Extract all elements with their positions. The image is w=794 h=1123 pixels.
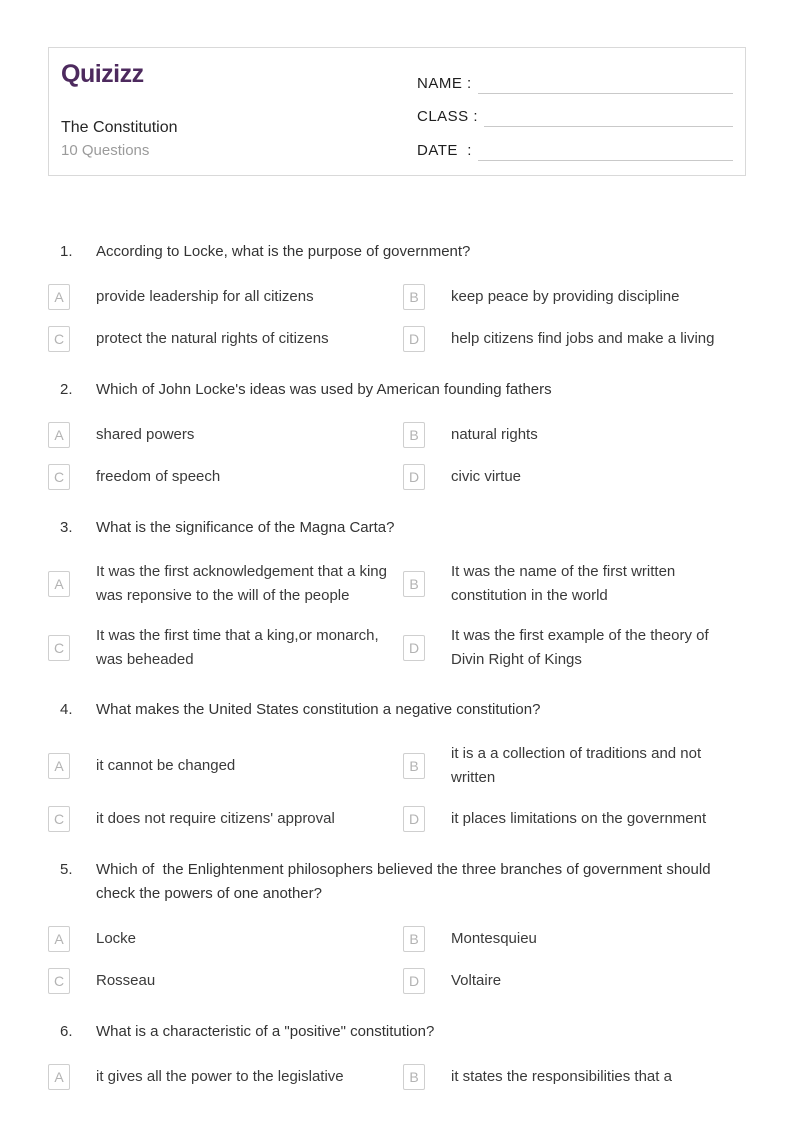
quiz-title: The Constitution: [61, 119, 178, 136]
option-letter-box: C: [48, 635, 70, 661]
quiz-info: [61, 117, 178, 161]
option-text: civic virtue: [451, 468, 522, 485]
option-text: provide leadership for all citizens: [96, 288, 314, 305]
answer-option: [403, 926, 746, 952]
question-number: 5.: [60, 861, 73, 878]
answer-option: [403, 560, 746, 608]
header-left: [61, 60, 178, 161]
answer-option: [48, 560, 391, 608]
options-grid: [48, 422, 746, 490]
question-block: [48, 858, 746, 994]
question-number: 4.: [60, 701, 73, 718]
option-letter-box: D: [403, 968, 425, 994]
answer-option: [403, 422, 746, 448]
question-row: [48, 378, 746, 402]
option-text: It was the first example of the theory of Divin Right of Kings: [451, 627, 709, 668]
question-number: 1.: [60, 243, 73, 260]
question-block: [48, 378, 746, 490]
option-letter-box: D: [403, 326, 425, 352]
option-text: It was the name of the first written constitution in the world: [451, 563, 676, 604]
answer-option: [48, 284, 391, 310]
answer-option: [48, 422, 391, 448]
options-grid: [48, 284, 746, 352]
option-letter-box: D: [403, 635, 425, 661]
option-text: shared powers: [96, 426, 195, 443]
question-text: Which of the Enlightenment philosophers believed the three branches of government should check the powers of one another?: [96, 861, 715, 902]
name-label: NAME :: [417, 74, 472, 92]
question-text: Which of John Locke's ideas was used by American founding fathers: [96, 381, 552, 398]
question-text: What is the significance of the Magna Carta?: [96, 519, 395, 536]
option-letter-box: D: [403, 806, 425, 832]
option-text: keep peace by providing discipline: [451, 288, 680, 305]
option-text: protect the natural rights of citizens: [96, 330, 329, 347]
name-field: [417, 70, 733, 94]
date-blank-line: [478, 143, 733, 161]
question-block: [48, 698, 746, 832]
question-block: [48, 240, 746, 352]
answer-option: [403, 284, 746, 310]
option-text: it does not require citizens' approval: [96, 810, 335, 827]
options-grid: [48, 926, 746, 994]
answer-option: [403, 742, 746, 790]
option-text: it is a a collection of traditions and not written: [451, 745, 702, 786]
answer-option: [48, 926, 391, 952]
question-text: What makes the United States constitution a negative constitution?: [96, 701, 541, 718]
answer-option: [48, 968, 391, 994]
option-text: It was the first acknowledgement that a king was reponsive to the will of the people: [96, 563, 387, 604]
option-text: Rosseau: [96, 972, 156, 989]
answer-option: [403, 1064, 746, 1090]
answer-option: [403, 464, 746, 490]
option-text: Locke: [96, 930, 137, 947]
option-letter-box: A: [48, 1064, 70, 1090]
option-letter-box: A: [48, 753, 70, 779]
option-letter-box: B: [403, 926, 425, 952]
answer-option: [48, 624, 391, 672]
answer-option: [403, 968, 746, 994]
worksheet-header: [48, 47, 746, 176]
option-text: freedom of speech: [96, 468, 221, 485]
option-letter-box: B: [403, 1064, 425, 1090]
quizizz-logo: Quizizz: [61, 60, 144, 88]
question-row: [48, 698, 746, 722]
option-text: Montesquieu: [451, 930, 537, 947]
name-blank-line: [478, 76, 733, 94]
option-text: Voltaire: [451, 972, 502, 989]
question-text: What is a characteristic of a "positive" constitution?: [96, 1023, 435, 1040]
option-letter-box: B: [403, 284, 425, 310]
class-field: [417, 104, 733, 128]
question-count: 10 Questions: [61, 142, 150, 159]
class-label: CLASS :: [417, 108, 479, 126]
question-block: [48, 516, 746, 672]
question-list: [48, 240, 746, 1090]
option-letter-box: B: [403, 422, 425, 448]
option-letter-box: B: [403, 571, 425, 597]
date-label: DATE :: [417, 142, 472, 160]
question-row: [48, 516, 746, 540]
question-number: 6.: [60, 1023, 73, 1040]
option-text: it states the responsibilities that a: [451, 1068, 672, 1085]
answer-option: [403, 624, 746, 672]
option-letter-box: C: [48, 464, 70, 490]
answer-option: [48, 326, 391, 352]
option-text: natural rights: [451, 426, 538, 443]
answer-option: [48, 464, 391, 490]
option-text: help citizens find jobs and make a living: [451, 330, 715, 347]
option-text: it gives all the power to the legislative: [96, 1068, 344, 1085]
class-blank-line: [484, 109, 733, 127]
date-field: [417, 137, 733, 161]
options-grid: [48, 1064, 746, 1090]
answer-option: [48, 742, 391, 790]
option-text: it cannot be changed: [96, 757, 236, 774]
question-row: [48, 240, 746, 264]
answer-option: [48, 806, 391, 832]
options-grid: [48, 560, 746, 672]
answer-option: [403, 806, 746, 832]
option-letter-box: B: [403, 753, 425, 779]
question-block: [48, 1020, 746, 1090]
option-text: It was the first time that a king,or monarch, was beheaded: [96, 627, 379, 668]
question-row: [48, 1020, 746, 1044]
option-letter-box: A: [48, 926, 70, 952]
option-letter-box: A: [48, 571, 70, 597]
question-row: [48, 858, 746, 906]
option-letter-box: C: [48, 806, 70, 832]
answer-option: [403, 326, 746, 352]
options-grid: [48, 742, 746, 832]
answer-option: [48, 1064, 391, 1090]
question-number: 2.: [60, 381, 73, 398]
option-letter-box: D: [403, 464, 425, 490]
question-text: According to Locke, what is the purpose of government?: [96, 243, 471, 260]
question-number: 3.: [60, 519, 73, 536]
option-text: it places limitations on the government: [451, 810, 707, 827]
option-letter-box: A: [48, 284, 70, 310]
student-fields: [417, 60, 733, 161]
option-letter-box: A: [48, 422, 70, 448]
option-letter-box: C: [48, 968, 70, 994]
option-letter-box: C: [48, 326, 70, 352]
